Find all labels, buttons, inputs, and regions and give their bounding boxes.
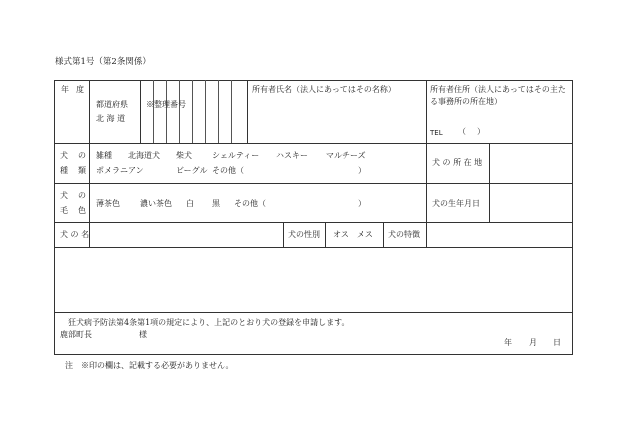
dog-location-label: 犬 の 所 在 地 [432,158,483,167]
right-value-divider [489,143,490,223]
serial-digit-line [153,80,154,143]
dog-feature-label: 犬の特徴 [388,230,420,239]
color-option-other[interactable]: その他（ [234,199,266,208]
date-year-label: 年 [504,338,512,347]
breed-option-mixed[interactable]: 雑種 [96,151,112,160]
hokkaido-label: 北 海 道 [96,114,126,123]
owner-address-label-cont: る事務所の所在地） [430,97,502,106]
breed-other-close-paren: ） [358,166,366,175]
nendo-year-label: 年 [61,85,69,94]
color-option-dark-brown[interactable]: 濃い茶色 [140,199,172,208]
date-month-label: 月 [529,338,537,347]
color-option-white[interactable]: 白 [186,199,194,208]
color-label-char: の [78,191,86,200]
prefecture-label: 都道府県 [96,100,128,109]
breed-label-char: 類 [78,166,86,175]
serial-digit-line [231,80,232,143]
form-number: 様式第1号（第2条関係） [55,57,151,67]
serial-digit-line [166,80,167,143]
tel-label: TEL [430,129,443,137]
serial-digit-line [218,80,219,143]
color-option-light-brown[interactable]: 薄茶色 [96,199,120,208]
row-divider-2 [54,183,573,184]
addressee-label: 鹿部町長 [60,330,92,339]
serial-digit-line [192,80,193,143]
color-label-char: 色 [78,206,86,215]
nendo-degree-label: 度 [76,85,84,94]
row-divider-4 [54,247,573,248]
frame-bottom-line [54,354,573,355]
breed-option-hokkaido[interactable]: 北海道犬 [128,151,160,160]
breed-option-maltese[interactable]: マルチーズ [326,151,366,160]
label-column-divider [89,143,90,223]
sex-label-left-divider [283,222,284,247]
sex-label-right-divider [325,222,326,247]
tel-close-paren: ） [477,127,485,136]
header-divider-prefecture [140,80,141,143]
owner-address-label: 所有者住所（法人にあってはその主た [430,85,566,94]
header-divider-serial [247,80,248,143]
frame-top-line [54,80,573,81]
honorific-label: 様 [139,330,147,339]
serial-number-label: ※整理番号 [146,100,186,109]
breed-option-husky[interactable]: ハスキー [276,151,308,160]
header-divider-nendo [89,80,90,143]
feature-label-right-divider [426,222,427,247]
frame-left-line [54,80,55,355]
color-label-char: 毛 [60,206,68,215]
color-label-char: 犬 [60,191,68,200]
breed-option-pomeranian[interactable]: ポメラニアン [96,166,144,175]
dog-birthdate-label: 犬の生年月日 [432,199,480,208]
color-option-black[interactable]: 黒 [212,199,220,208]
row-divider-5 [54,312,573,313]
owner-name-label: 所有者氏名（法人にあってはその名称） [252,85,396,94]
row-divider-1 [54,143,573,144]
dog-sex-label: 犬の性別 [288,230,320,239]
serial-digit-line [179,80,180,143]
date-day-label: 日 [553,338,561,347]
serial-digit-line [205,80,206,143]
name-label-divider [89,222,90,247]
feature-label-left-divider [383,222,384,247]
breed-option-shiba[interactable]: 柴犬 [176,151,192,160]
dog-sex-options[interactable]: オス メス [333,230,373,239]
tel-open-paren: （ [458,127,466,136]
frame-right-line [572,80,573,355]
breed-option-other[interactable]: その他（ [212,166,244,175]
breed-label-char: の [78,151,86,160]
dog-name-label: 犬 の 名 [60,230,90,239]
breed-option-sheltie[interactable]: シェルティー [212,151,260,160]
breed-label-char: 犬 [60,151,68,160]
header-divider-owner [426,80,427,143]
breed-label-char: 種 [60,166,68,175]
color-other-close-paren: ） [358,199,366,208]
row-divider-3 [54,222,573,223]
breed-option-beagle[interactable]: ビーグル [176,166,208,175]
right-label-divider [426,143,427,223]
declaration-text: 狂犬病予防法第4条第1項の規定により、上記のとおり犬の登録を申請します。 [68,318,350,327]
form-note: 注 ※印の欄は、記載する必要がありません。 [65,361,234,370]
